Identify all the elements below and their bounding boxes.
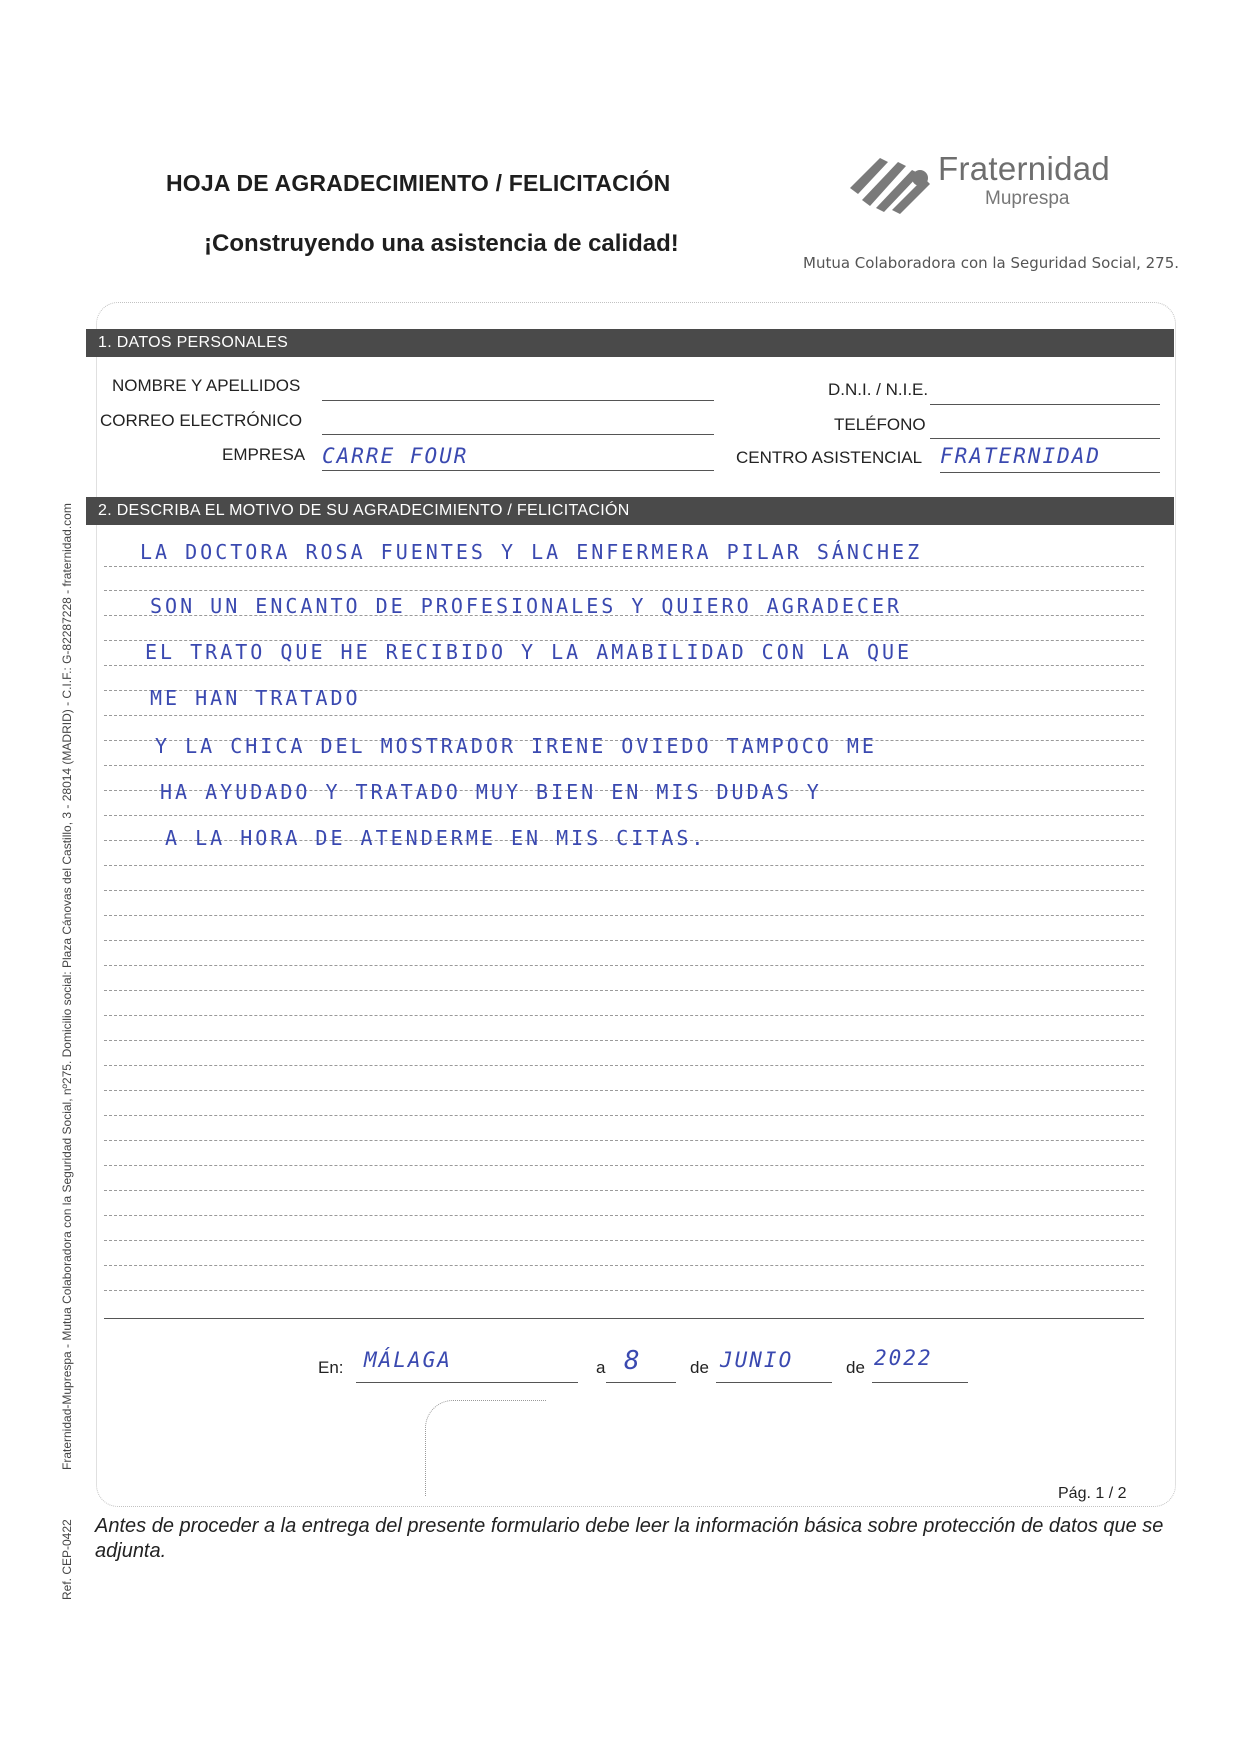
rule-line (104, 815, 1144, 816)
section-personal-data-header: 1. DATOS PERSONALES (86, 329, 1174, 357)
nombre-field[interactable] (322, 372, 714, 401)
month-field[interactable] (716, 1348, 832, 1383)
empresa-label: EMPRESA (222, 445, 306, 464)
logo-name: Fraternidad (938, 150, 1111, 187)
rule-line (104, 1090, 1144, 1091)
handwritten-line: LA DOCTORA ROSA FUENTES Y LA ENFERMERA PILAR SÁNCHEZ (140, 540, 923, 564)
year-field[interactable] (872, 1346, 968, 1383)
place-field[interactable] (356, 1348, 578, 1383)
empresa-field[interactable] (322, 442, 714, 471)
rule-line (104, 1015, 1144, 1016)
section-reason-header: 2. DESCRIBA EL MOTIVO DE SU AGRADECIMIENTO / FELICITACIÓN (86, 497, 1174, 525)
handwritten-line: HA AYUDADO Y TRATADO MUY BIEN EN MIS DUDAS Y (160, 780, 822, 804)
month-value: JUNIO (720, 1348, 794, 1372)
rule-line (104, 1265, 1144, 1266)
centro-value: FRATERNIDAD (940, 444, 1102, 468)
empresa-value: CARRE FOUR (322, 444, 469, 468)
reference-code: Ref. CEP-0422 (60, 1519, 74, 1600)
centro-label: CENTRO ASISTENCIAL (736, 448, 923, 467)
a-label: a (596, 1358, 606, 1377)
place-value: MÁLAGA (364, 1348, 452, 1372)
day-value: 8 (624, 1346, 642, 1376)
telefono-field[interactable] (930, 410, 1160, 439)
correo-label: CORREO ELECTRÓNICO (100, 411, 303, 430)
document-title: HOJA DE AGRADECIMIENTO / FELICITACIÓN (166, 170, 671, 196)
rule-line (104, 890, 1144, 891)
handwritten-line: Y LA CHICA DEL MOSTRADOR IRENE OVIEDO TAMPOCO ME (155, 734, 877, 758)
rule-line (104, 1165, 1144, 1166)
rule-line (104, 990, 1144, 991)
document-subtitle: ¡Construyendo una asistencia de calidad! (204, 230, 679, 257)
rule-line (104, 566, 1144, 567)
rule-line (104, 915, 1144, 916)
handwritten-line: ME HAN TRATADO (150, 686, 361, 710)
handwritten-line: EL TRATO QUE HE RECIBIDO Y LA AMABILIDAD CON LA QUE (145, 640, 913, 664)
rule-line (104, 1215, 1144, 1216)
telefono-label: TELÉFONO (834, 415, 926, 434)
correo-field[interactable] (322, 406, 714, 435)
nombre-label: NOMBRE Y APELLIDOS (112, 376, 301, 395)
day-field[interactable] (606, 1346, 676, 1383)
rule-line (104, 765, 1144, 766)
year-value: 2022 (874, 1346, 933, 1370)
rule-line (104, 590, 1144, 591)
dni-label: D.N.I. / N.I.E. (828, 380, 929, 399)
side-legal-text: Fraternidad-Muprespa - Mutua Colaboradora con la Seguridad Social, nº275. Domicilio social: Plaza Cánovas del Castillo, 3 - 28014 (MADRID) - C.I.F.: G-82287228 - fraternidad.com (60, 503, 74, 1470)
rule-line (104, 1065, 1144, 1066)
handwritten-line: A LA HORA DE ATENDERME EN MIS CITAS. (165, 826, 707, 850)
rule-line (104, 965, 1144, 966)
rule-line (104, 1115, 1144, 1116)
de-label: de (690, 1358, 709, 1377)
mutua-caption: Mutua Colaboradora con la Seguridad Social, 275. (803, 254, 1180, 272)
rule-line (104, 715, 1144, 716)
form-frame (96, 302, 1176, 1507)
data-protection-notice: Antes de proceder a la entrega del presente formulario debe leer la información básica sobre protección de datos que se adjunta. (95, 1515, 1164, 1562)
logo-subname: Muprespa (985, 188, 1070, 209)
page-number: Pág. 1 / 2 (1058, 1485, 1127, 1502)
rule-line-final (104, 1318, 1144, 1319)
rule-line (104, 865, 1144, 866)
en-label: En: (318, 1358, 344, 1377)
dni-field[interactable] (930, 376, 1160, 405)
rule-line (104, 665, 1144, 666)
rule-line (104, 940, 1144, 941)
rule-line (104, 1040, 1144, 1041)
centro-field[interactable] (940, 444, 1160, 473)
rule-line (104, 1140, 1144, 1141)
handwritten-line: SON UN ENCANTO DE PROFESIONALES Y QUIERO AGRADECER (150, 594, 903, 618)
rule-line (104, 1190, 1144, 1191)
rule-line (104, 1290, 1144, 1291)
de-label: de (846, 1358, 865, 1377)
signature-box[interactable] (425, 1400, 546, 1496)
rule-line (104, 1240, 1144, 1241)
